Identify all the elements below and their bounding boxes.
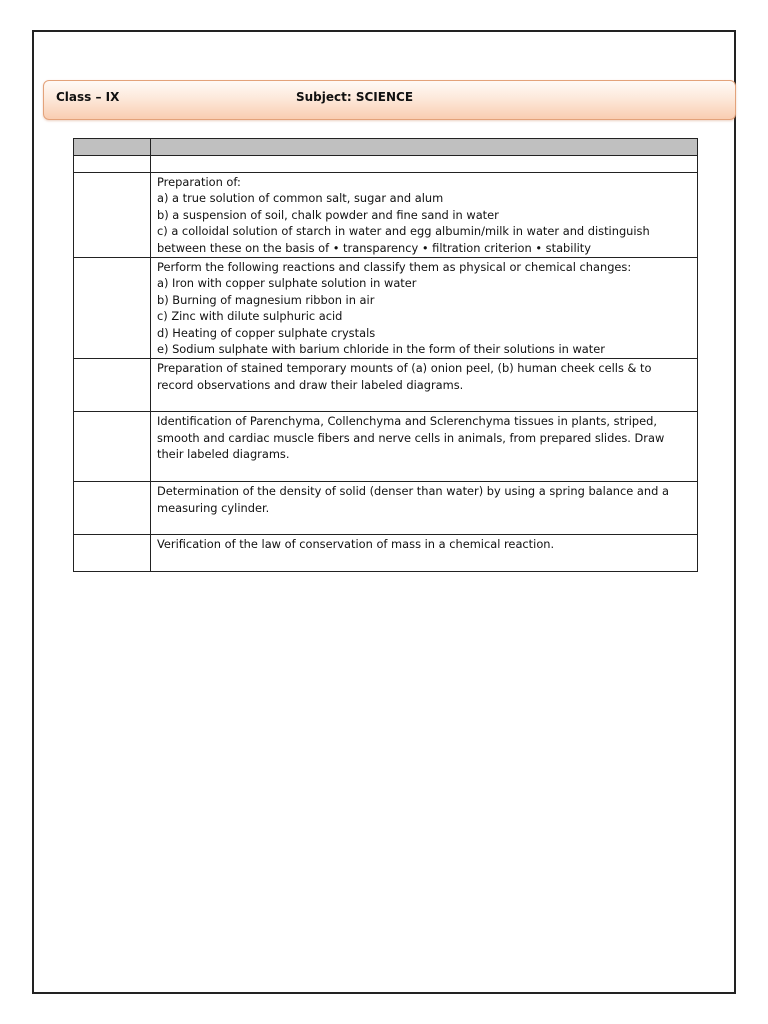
table-row (74, 359, 698, 412)
experiment-number-cell (74, 412, 151, 482)
table-row (74, 173, 698, 258)
experiment-description-cell (151, 535, 698, 572)
subject-label: Subject: SCIENCE (296, 90, 414, 104)
experiment-description-cell (151, 258, 698, 359)
experiment-number-cell (74, 535, 151, 572)
experiment-line: c) a colloidal solution of starch in water and egg albumin/milk in water and distinguish (157, 224, 650, 239)
experiment-line: Determination of the density of solid (denser than water) by using a spring balance and a (157, 484, 669, 499)
experiment-line: measuring cylinder. (157, 500, 270, 515)
experiment-line: d) Heating of copper sulphate crystals (157, 325, 376, 340)
experiment-number-cell (74, 359, 151, 412)
experiment-number-cell (74, 258, 151, 359)
blank-cell-experiment (151, 156, 698, 173)
table-row (74, 535, 698, 572)
experiment-description-cell (151, 359, 698, 412)
experiments-table-wrap (73, 138, 697, 572)
experiment-line: Perform the following reactions and classify them as physical or chemical changes: (157, 260, 632, 275)
header-cell-number (74, 139, 151, 156)
class-label: Class – IX (56, 90, 120, 104)
experiment-number-cell (74, 482, 151, 535)
experiment-line: Preparation of: (157, 175, 241, 189)
table-header-row (74, 139, 698, 156)
table-row (74, 482, 698, 535)
header-cell-experiment (151, 139, 698, 156)
experiment-description-cell (151, 412, 698, 482)
table-blank-row (74, 156, 698, 173)
table-row (74, 412, 698, 482)
blank-cell-number (74, 156, 151, 173)
experiment-line: their labeled diagrams. (157, 447, 290, 462)
experiment-line: a) Iron with copper sulphate solution in water (157, 276, 417, 291)
experiment-line: record observations and draw their labeled diagrams. (157, 377, 464, 392)
experiment-line: b) Burning of magnesium ribbon in air (157, 292, 375, 307)
experiment-line: a) a true solution of common salt, sugar and alum (157, 191, 444, 206)
experiment-line: between these on the basis of • transparency • filtration criterion • stability (157, 240, 591, 255)
experiment-line: smooth and cardiac muscle fibers and nerve cells in animals, from prepared slides. Draw (157, 430, 665, 445)
experiment-line: b) a suspension of soil, chalk powder and fine sand in water (157, 207, 499, 222)
experiment-line: Identification of Parenchyma, Collenchyma and Sclerenchyma tissues in plants, striped, (157, 414, 657, 429)
experiments-table (73, 138, 698, 572)
experiment-line: e) Sodium sulphate with barium chloride in the form of their solutions in water (157, 342, 605, 357)
experiment-line: Preparation of stained temporary mounts of (a) onion peel, (b) human cheek cells & to (157, 361, 652, 376)
experiment-description-cell (151, 173, 698, 258)
experiment-line: c) Zinc with dilute sulphuric acid (157, 309, 343, 324)
experiment-line: Verification of the law of conservation of mass in a chemical reaction. (157, 537, 555, 552)
experiment-description-cell (151, 482, 698, 535)
experiment-number-cell (74, 173, 151, 258)
table-row (74, 258, 698, 359)
header-banner (43, 80, 736, 120)
